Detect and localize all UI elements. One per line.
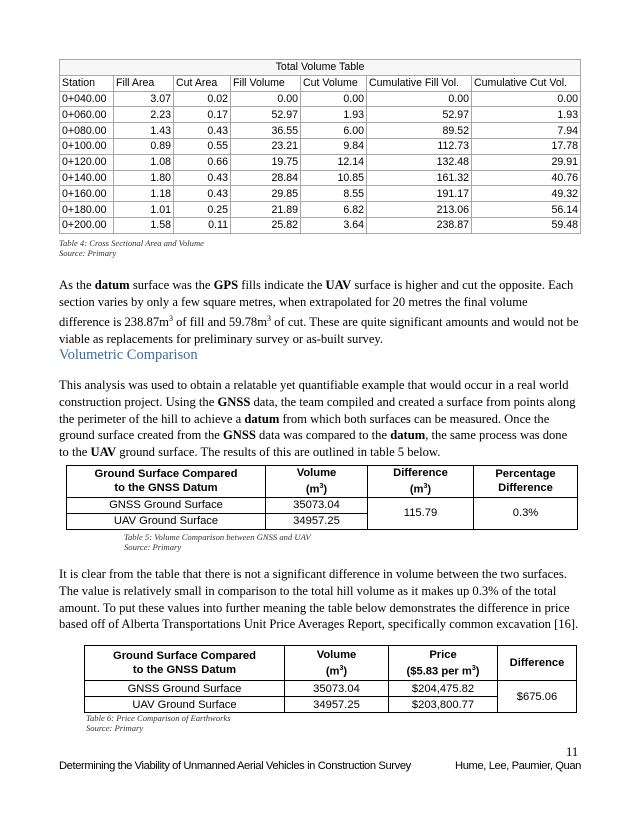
- cell: $203,800.77: [389, 697, 498, 713]
- table4-caption: [59, 238, 204, 258]
- column-header: Cumulative Fill Vol.: [367, 75, 472, 91]
- column-header: Cut Volume: [301, 75, 367, 91]
- paragraph-datum-comparison: As the datum surface was the GPS fills indicate the UAV surface is higher and cut the opposite. Each section varies by only a few square metres, when extrapolated for 20 metres the final volume difference is $238.87m^3$ of fill and $59.78m^3$ of cut. These are quite significant amounts and would not be viable as replacements for preliminary survey or as-built survey.: [59, 278, 579, 346]
- table-cell: 191.17: [367, 186, 472, 202]
- table-cell: 28.84: [231, 170, 301, 186]
- table-cell: 1.43: [114, 123, 174, 139]
- total-volume-table-container: [59, 59, 580, 234]
- table-cell: 52.97: [231, 107, 301, 123]
- table-row: [60, 91, 581, 107]
- table-row: [60, 123, 581, 139]
- table-cell: 0.43: [174, 186, 231, 202]
- table-cell: 0.00: [367, 91, 472, 107]
- table-row: [60, 170, 581, 186]
- header-difference: Difference: [498, 646, 577, 681]
- table-cell: 0+140.00: [60, 170, 114, 186]
- footer-title: Determining the Viability of Unmanned Aerial Vehicles in Construction Survey: [59, 760, 411, 772]
- table-cell: 29.91: [472, 154, 581, 170]
- footer-authors: Hume, Lee, Paumier, Quan: [455, 760, 581, 772]
- cell: GNSS Ground Surface: [67, 497, 266, 513]
- table-row: [67, 497, 578, 513]
- table-row: [60, 217, 581, 233]
- table-cell: 0.00: [472, 91, 581, 107]
- column-header: Fill Volume: [231, 75, 301, 91]
- table-cell: 132.48: [367, 154, 472, 170]
- table-cell: 56.14: [472, 202, 581, 218]
- table-row: [60, 138, 581, 154]
- table-cell: 21.89: [231, 202, 301, 218]
- table-cell: 9.84: [301, 138, 367, 154]
- table-cell: 36.55: [231, 123, 301, 139]
- table-cell: 52.97: [367, 107, 472, 123]
- volume-comparison-table: [66, 465, 578, 530]
- table5-caption: [124, 532, 311, 552]
- table-cell: 0+060.00: [60, 107, 114, 123]
- cell: 34957.25: [285, 697, 389, 713]
- table6-caption: [86, 713, 231, 733]
- table-cell: 213.06: [367, 202, 472, 218]
- cell: 35073.04: [285, 681, 389, 697]
- caption-text: Table 6: Price Comparison of Earthworks: [86, 713, 231, 723]
- table-cell: 0.43: [174, 123, 231, 139]
- column-header: Cut Area: [174, 75, 231, 91]
- table-cell: 112.73: [367, 138, 472, 154]
- table-cell: 12.14: [301, 154, 367, 170]
- table-row: [60, 107, 581, 123]
- table-cell: 0.00: [231, 91, 301, 107]
- cell-percentage: 0.3%: [474, 497, 578, 529]
- table-cell: 0+180.00: [60, 202, 114, 218]
- header-percentage: Percentage Difference: [474, 466, 578, 498]
- table-cell: 89.52: [367, 123, 472, 139]
- header-ground-surface: Ground Surface Compared to the GNSS Datum: [85, 646, 285, 681]
- cell: GNSS Ground Surface: [85, 681, 285, 697]
- table-cell: 3.64: [301, 217, 367, 233]
- table-cell: 1.93: [301, 107, 367, 123]
- table-title: Total Volume Table: [60, 60, 581, 76]
- table-cell: 0.25: [174, 202, 231, 218]
- table-header-row: [60, 75, 581, 91]
- table-cell: 6.82: [301, 202, 367, 218]
- paragraph-analysis: This analysis was used to obtain a relatable yet quantifiable example that would occur in a real world construction project. Using the GNSS data, the team compiled and created a surface from points along the perimeter of the hill to achieve a datum from which both surfaces can be measured. Once the ground surface created from the GNSS data was compared to the datum, the same process was done to the UAV ground surface. The results of this are outlined in table 5 below.: [59, 378, 576, 460]
- table-cell: 1.80: [114, 170, 174, 186]
- total-volume-table: [59, 59, 581, 234]
- table-cell: 40.76: [472, 170, 581, 186]
- header-volume: Volume $(m^3)$: [285, 646, 389, 681]
- table-cell: 1.58: [114, 217, 174, 233]
- table-cell: 0+040.00: [60, 91, 114, 107]
- table-cell: 7.94: [472, 123, 581, 139]
- table-cell: 0+160.00: [60, 186, 114, 202]
- column-header: Fill Area: [114, 75, 174, 91]
- source-text: Source: Primary: [86, 723, 144, 733]
- table-cell: 3.07: [114, 91, 174, 107]
- header-difference: Difference $(m^3)$: [368, 466, 474, 498]
- table-cell: 0+100.00: [60, 138, 114, 154]
- caption-text: Table 5: Volume Comparison between GNSS and UAV: [124, 532, 311, 542]
- section-heading: Volumetric Comparison: [59, 347, 198, 363]
- table-cell: 0.00: [301, 91, 367, 107]
- cell-difference: 115.79: [368, 497, 474, 529]
- table-cell: 1.18: [114, 186, 174, 202]
- table-cell: 161.32: [367, 170, 472, 186]
- page-number: 11: [566, 745, 579, 759]
- table-cell: 29.85: [231, 186, 301, 202]
- table-cell: 23.21: [231, 138, 301, 154]
- table-row: [85, 681, 577, 697]
- cell: 34957.25: [266, 513, 368, 529]
- table-cell: 0.89: [114, 138, 174, 154]
- table-cell: 1.01: [114, 202, 174, 218]
- table-cell: 0.11: [174, 217, 231, 233]
- cell: UAV Ground Surface: [85, 697, 285, 713]
- table-cell: 10.85: [301, 170, 367, 186]
- table-cell: 49.32: [472, 186, 581, 202]
- header-ground-surface: Ground Surface Compared to the GNSS Datum: [67, 466, 266, 498]
- table-cell: 59.48: [472, 217, 581, 233]
- table-row: [60, 186, 581, 202]
- table-cell: 0.17: [174, 107, 231, 123]
- caption-text: Table 4: Cross Sectional Area and Volume: [59, 238, 204, 248]
- cell: UAV Ground Surface: [67, 513, 266, 529]
- header-price: Price ($5.83 per $m^3$): [389, 646, 498, 681]
- table-cell: 19.75: [231, 154, 301, 170]
- table-row: [60, 154, 581, 170]
- source-text: Source: Primary: [124, 542, 182, 552]
- table-cell: 6.00: [301, 123, 367, 139]
- table-cell: 0.02: [174, 91, 231, 107]
- table-cell: 25.82: [231, 217, 301, 233]
- table-cell: 8.55: [301, 186, 367, 202]
- source-text: Source: Primary: [59, 248, 117, 258]
- table-cell: 1.08: [114, 154, 174, 170]
- table-cell: 0+080.00: [60, 123, 114, 139]
- table-cell: 0.55: [174, 138, 231, 154]
- header-volume: Volume $(m^3)$: [266, 466, 368, 498]
- cell-difference: $675.06: [498, 681, 577, 713]
- table-row: [60, 202, 581, 218]
- table-cell: 0+120.00: [60, 154, 114, 170]
- cell: $204,475.82: [389, 681, 498, 697]
- table-cell: 2.23: [114, 107, 174, 123]
- table-cell: 238.87: [367, 217, 472, 233]
- table-cell: 0.66: [174, 154, 231, 170]
- cell: 35073.04: [266, 497, 368, 513]
- price-comparison-table: [84, 645, 577, 713]
- paragraph-price: It is clear from the table that there is not a significant difference in volume between the two surfaces. The value is relatively small in comparison to the total hill volume as it makes up 0.3% of the total amount. To put these values into further meaning the table below demonstrates the difference in price based off of Alberta Transportations Unit Price Averages Report, specifically common excavation [16].: [59, 567, 579, 632]
- table-cell: 17.78: [472, 138, 581, 154]
- table-cell: 1.93: [472, 107, 581, 123]
- table-cell: 0+200.00: [60, 217, 114, 233]
- table-cell: 0.43: [174, 170, 231, 186]
- column-header: Station: [60, 75, 114, 91]
- column-header: Cumulative Cut Vol.: [472, 75, 581, 91]
